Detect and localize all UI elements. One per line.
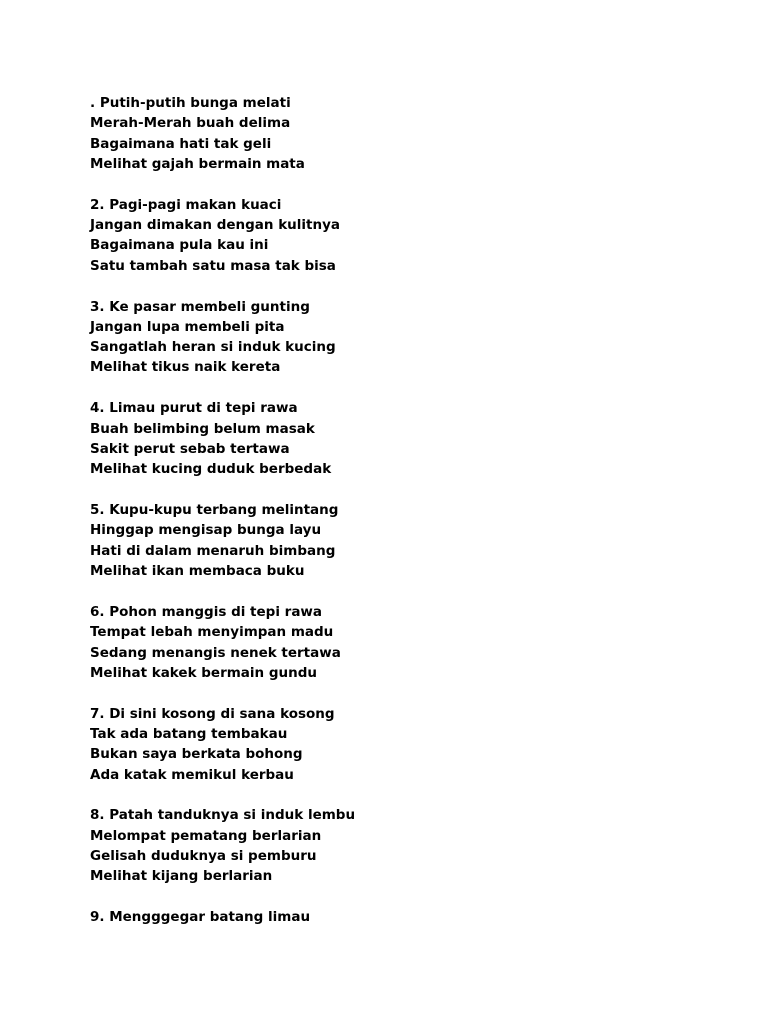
- stanza-7-line-2: Tak ada batang tembakau: [90, 725, 288, 742]
- stanza-8-line-2: Melompat pematang berlarian: [90, 827, 322, 844]
- stanza-3-line-1: 3. Ke pasar membeli gunting: [90, 298, 310, 315]
- stanza-9-line-1: 9. Mengggegar batang limau: [90, 909, 311, 926]
- stanza-7-line-1: 7. Di sini kosong di sana kosong: [90, 705, 335, 722]
- stanza-5-line-3: Hati di dalam menaruh bimbang: [90, 542, 336, 559]
- stanza-3-line-2: Jangan lupa membeli pita: [90, 318, 285, 335]
- stanza-6-line-2: Tempat lebah menyimpan madu: [90, 624, 334, 641]
- stanza-5-line-2: Hinggap mengisap bunga layu: [90, 522, 322, 539]
- stanza-8-line-3: Gelisah duduknya si pemburu: [90, 848, 317, 865]
- stanza-6-line-1: 6. Pohon manggis di tepi rawa: [90, 603, 323, 620]
- stanza-4: [90, 398, 710, 479]
- stanza-5-line-4: Melihat ikan membaca buku: [90, 563, 305, 580]
- stanza-4-line-3: Sakit perut sebab tertawa: [90, 440, 290, 457]
- stanza-2-line-4: Satu tambah satu masa tak bisa: [90, 257, 336, 274]
- stanza-8: [90, 805, 710, 886]
- stanza-6-line-3: Sedang menangis nenek tertawa: [90, 644, 341, 661]
- stanza-2: [90, 195, 710, 276]
- stanza-3: [90, 297, 710, 378]
- stanza-2-line-3: Bagaimana pula kau ini: [90, 237, 269, 254]
- stanza-5-line-1: 5. Kupu-kupu terbang melintang: [90, 502, 339, 519]
- stanza-1: [90, 93, 710, 174]
- stanza-8-line-1: 8. Patah tanduknya si induk lembu: [90, 807, 356, 824]
- stanza-6: [90, 602, 710, 683]
- stanza-7-line-3: Bukan saya berkata bohong: [90, 746, 303, 763]
- stanza-9: [90, 907, 710, 927]
- stanza-1-line-4: Melihat gajah bermain mata: [90, 155, 305, 172]
- stanza-4-line-4: Melihat kucing duduk berbedak: [90, 461, 332, 478]
- stanza-2-line-2: Jangan dimakan dengan kulitnya: [90, 217, 341, 234]
- stanza-4-line-1: 4. Limau purut di tepi rawa: [90, 400, 298, 417]
- stanza-1-line-1: . Putih-putih bunga melati: [90, 95, 291, 111]
- stanza-1-line-2: Merah-Merah buah delima: [90, 115, 291, 132]
- stanza-1-line-3: Bagaimana hati tak geli: [90, 135, 272, 152]
- stanza-6-line-4: Melihat kakek bermain gundu: [90, 664, 318, 681]
- stanza-2-line-1: 2. Pagi-pagi makan kuaci: [90, 196, 282, 213]
- pantun-text: [90, 93, 710, 948]
- stanza-3-line-4: Melihat tikus naik kereta: [90, 359, 281, 376]
- stanza-4-line-2: Buah belimbing belum masak: [90, 420, 315, 437]
- stanza-7-line-4: Ada katak memikul kerbau: [90, 766, 294, 783]
- stanza-8-line-4: Melihat kijang berlarian: [90, 868, 273, 885]
- stanza-3-line-3: Sangatlah heran si induk kucing: [90, 339, 336, 356]
- stanza-5: [90, 500, 710, 581]
- stanza-7: [90, 704, 710, 785]
